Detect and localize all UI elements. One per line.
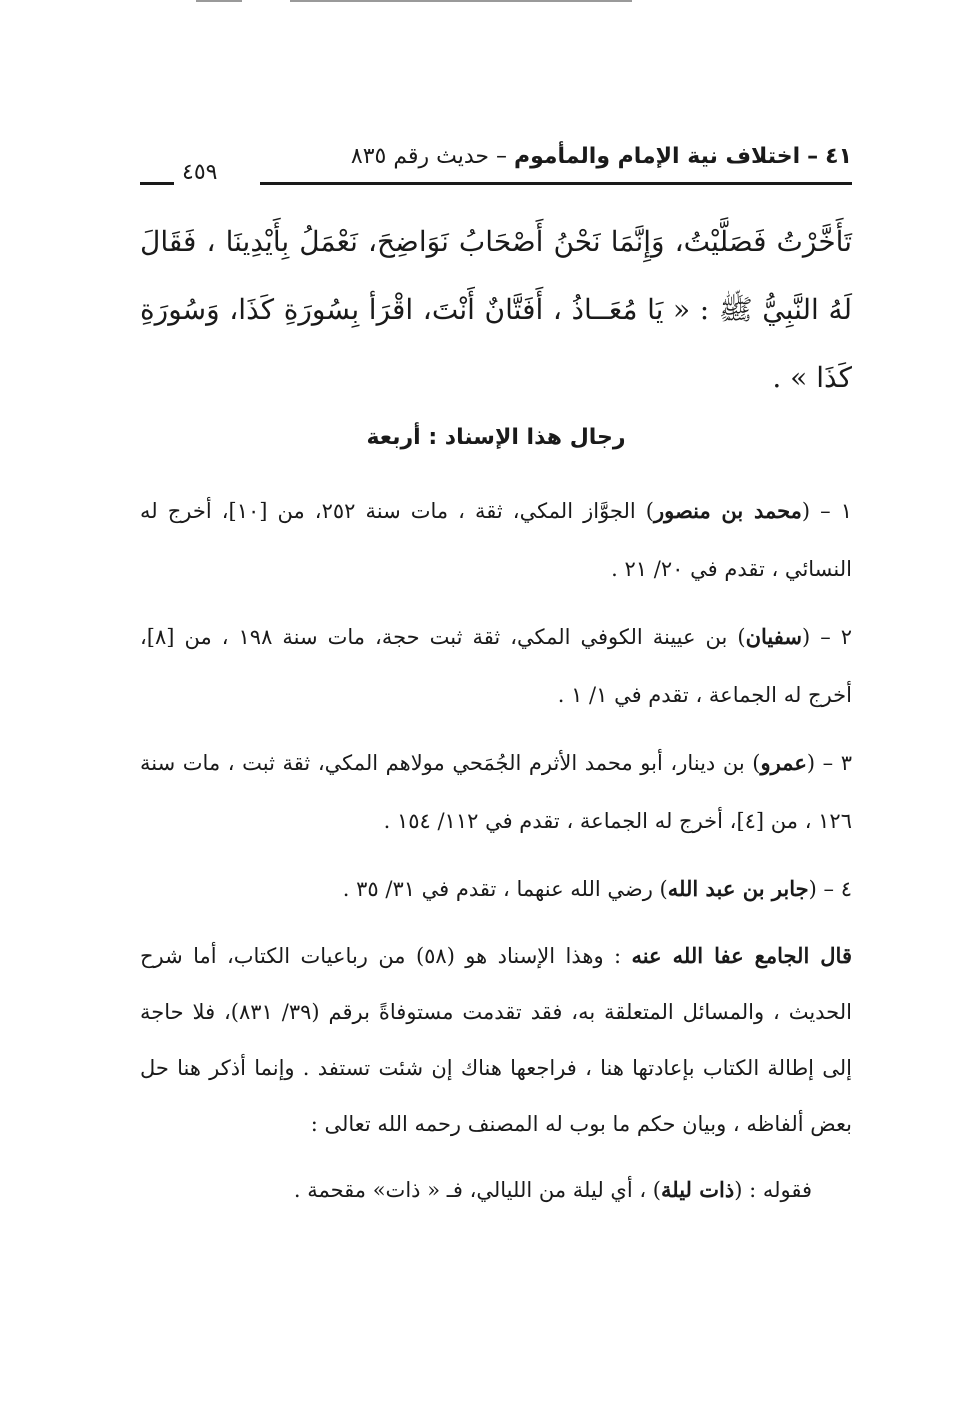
header-dash: – (807, 144, 819, 169)
narrator-prefix: ٢ – ( (801, 625, 852, 649)
top-rule-right (290, 0, 632, 2)
narrator-entry (140, 482, 852, 598)
narrator-prefix: ٣ – ( (806, 751, 852, 775)
narrator-prefix: ١ – ( (801, 499, 852, 523)
page-number-rule (140, 182, 174, 185)
narrator-name: سفيان (745, 624, 802, 649)
narrator-details: ) رضي الله عنهما ، تقدم في ٣١/ ٣٥ . (342, 877, 668, 901)
top-rule-left (196, 0, 242, 2)
narrator-entry (140, 608, 852, 724)
narrator-details: ) بن عيينة الكوفي المكي، ثقة ثبت حجة، مات سنة ١٩٨ ، من [٨]، أخرج له الجماعة ، تقدم في ١/ ١ . (140, 625, 852, 707)
narrator-details: ) الجوَّاز المكي، ثقة ، مات سنة ٢٥٢، من [١٠]، أخرج له النسائي ، تقدم في ٢٠/ ٢١ . (140, 499, 852, 581)
commentary-paragraph (140, 928, 852, 1152)
running-header (351, 144, 852, 169)
explanation-note (140, 1162, 852, 1218)
narrator-name: جابر بن عبد الله (667, 876, 809, 901)
narrator-entry (140, 860, 852, 918)
hadith-ref: حديث رقم ٨٣٥ (350, 144, 489, 169)
hadith-text: تَأَخَّرْتُ فَصَلَّيْتُ، وَإِنَّمَا نَحْنُ أَصْحَابُ نَوَاضِحَ، نَعْمَلُ بِأَيْدِينَا ، فَقَالَ لَهُ النَّبِيُّ ﷺ : « يَا مُعَــاذُ ، أَفَتَّانٌ أَنْتَ، اقْرَأ بِسُورَةِ كَذَا، وَسُورَةِ كَذَا » . (140, 225, 852, 394)
chapter-title: اختلاف نية الإمام والمأموم (513, 144, 801, 169)
page-number: ٤٥٩ (182, 160, 218, 185)
commentary-text: : وهذا الإسناد هو (٥٨) من رباعيات الكتاب، أما شرح الحديث ، والمسائل المتعلقة به، فقد تقدمت مستوفاةً برقم (٣٩/ ٨٣١)، فلا حاجة إلى إطالة الكتاب بإعادتها هنا ، فراجعها هناك إن شئت تستفد . وإنما أذكر هنا حل بعض ألفاظه ، وبيان حكم ما بوب له المصنف رحمه الله تعالى : (140, 944, 852, 1136)
note-text: ) ، أي ليلة من الليالي، فـ « ذات» مقحمة . (293, 1178, 661, 1202)
narrator-prefix: ٤ – ( (808, 877, 852, 901)
narrator-details: ) بن دينار، أبو محمد الأثرم الجُمَحي مولاهم المكي، ثقة ثبت ، مات سنة ١٢٦ ، من [٤]، أخرج له الجماعة ، تقدم في ١١٢/ ١٥٤ . (140, 751, 852, 833)
narrator-name: عمرو (760, 750, 807, 775)
header-rule (260, 182, 852, 185)
narrator-name: محمد بن منصور (653, 498, 802, 523)
page-header (140, 138, 852, 188)
page-content (140, 208, 852, 1218)
narrator-entry (140, 734, 852, 850)
note-prefix: فقوله : ( (734, 1178, 812, 1202)
section-heading: رجال هذا الإسناد : أربعة (366, 425, 626, 450)
chapter-number: ٤١ (825, 144, 852, 169)
header-dash-2: – (495, 144, 507, 169)
commentary-label: قال الجامع عفا الله عنه (631, 943, 852, 968)
note-term: ذات ليلة (660, 1177, 735, 1202)
